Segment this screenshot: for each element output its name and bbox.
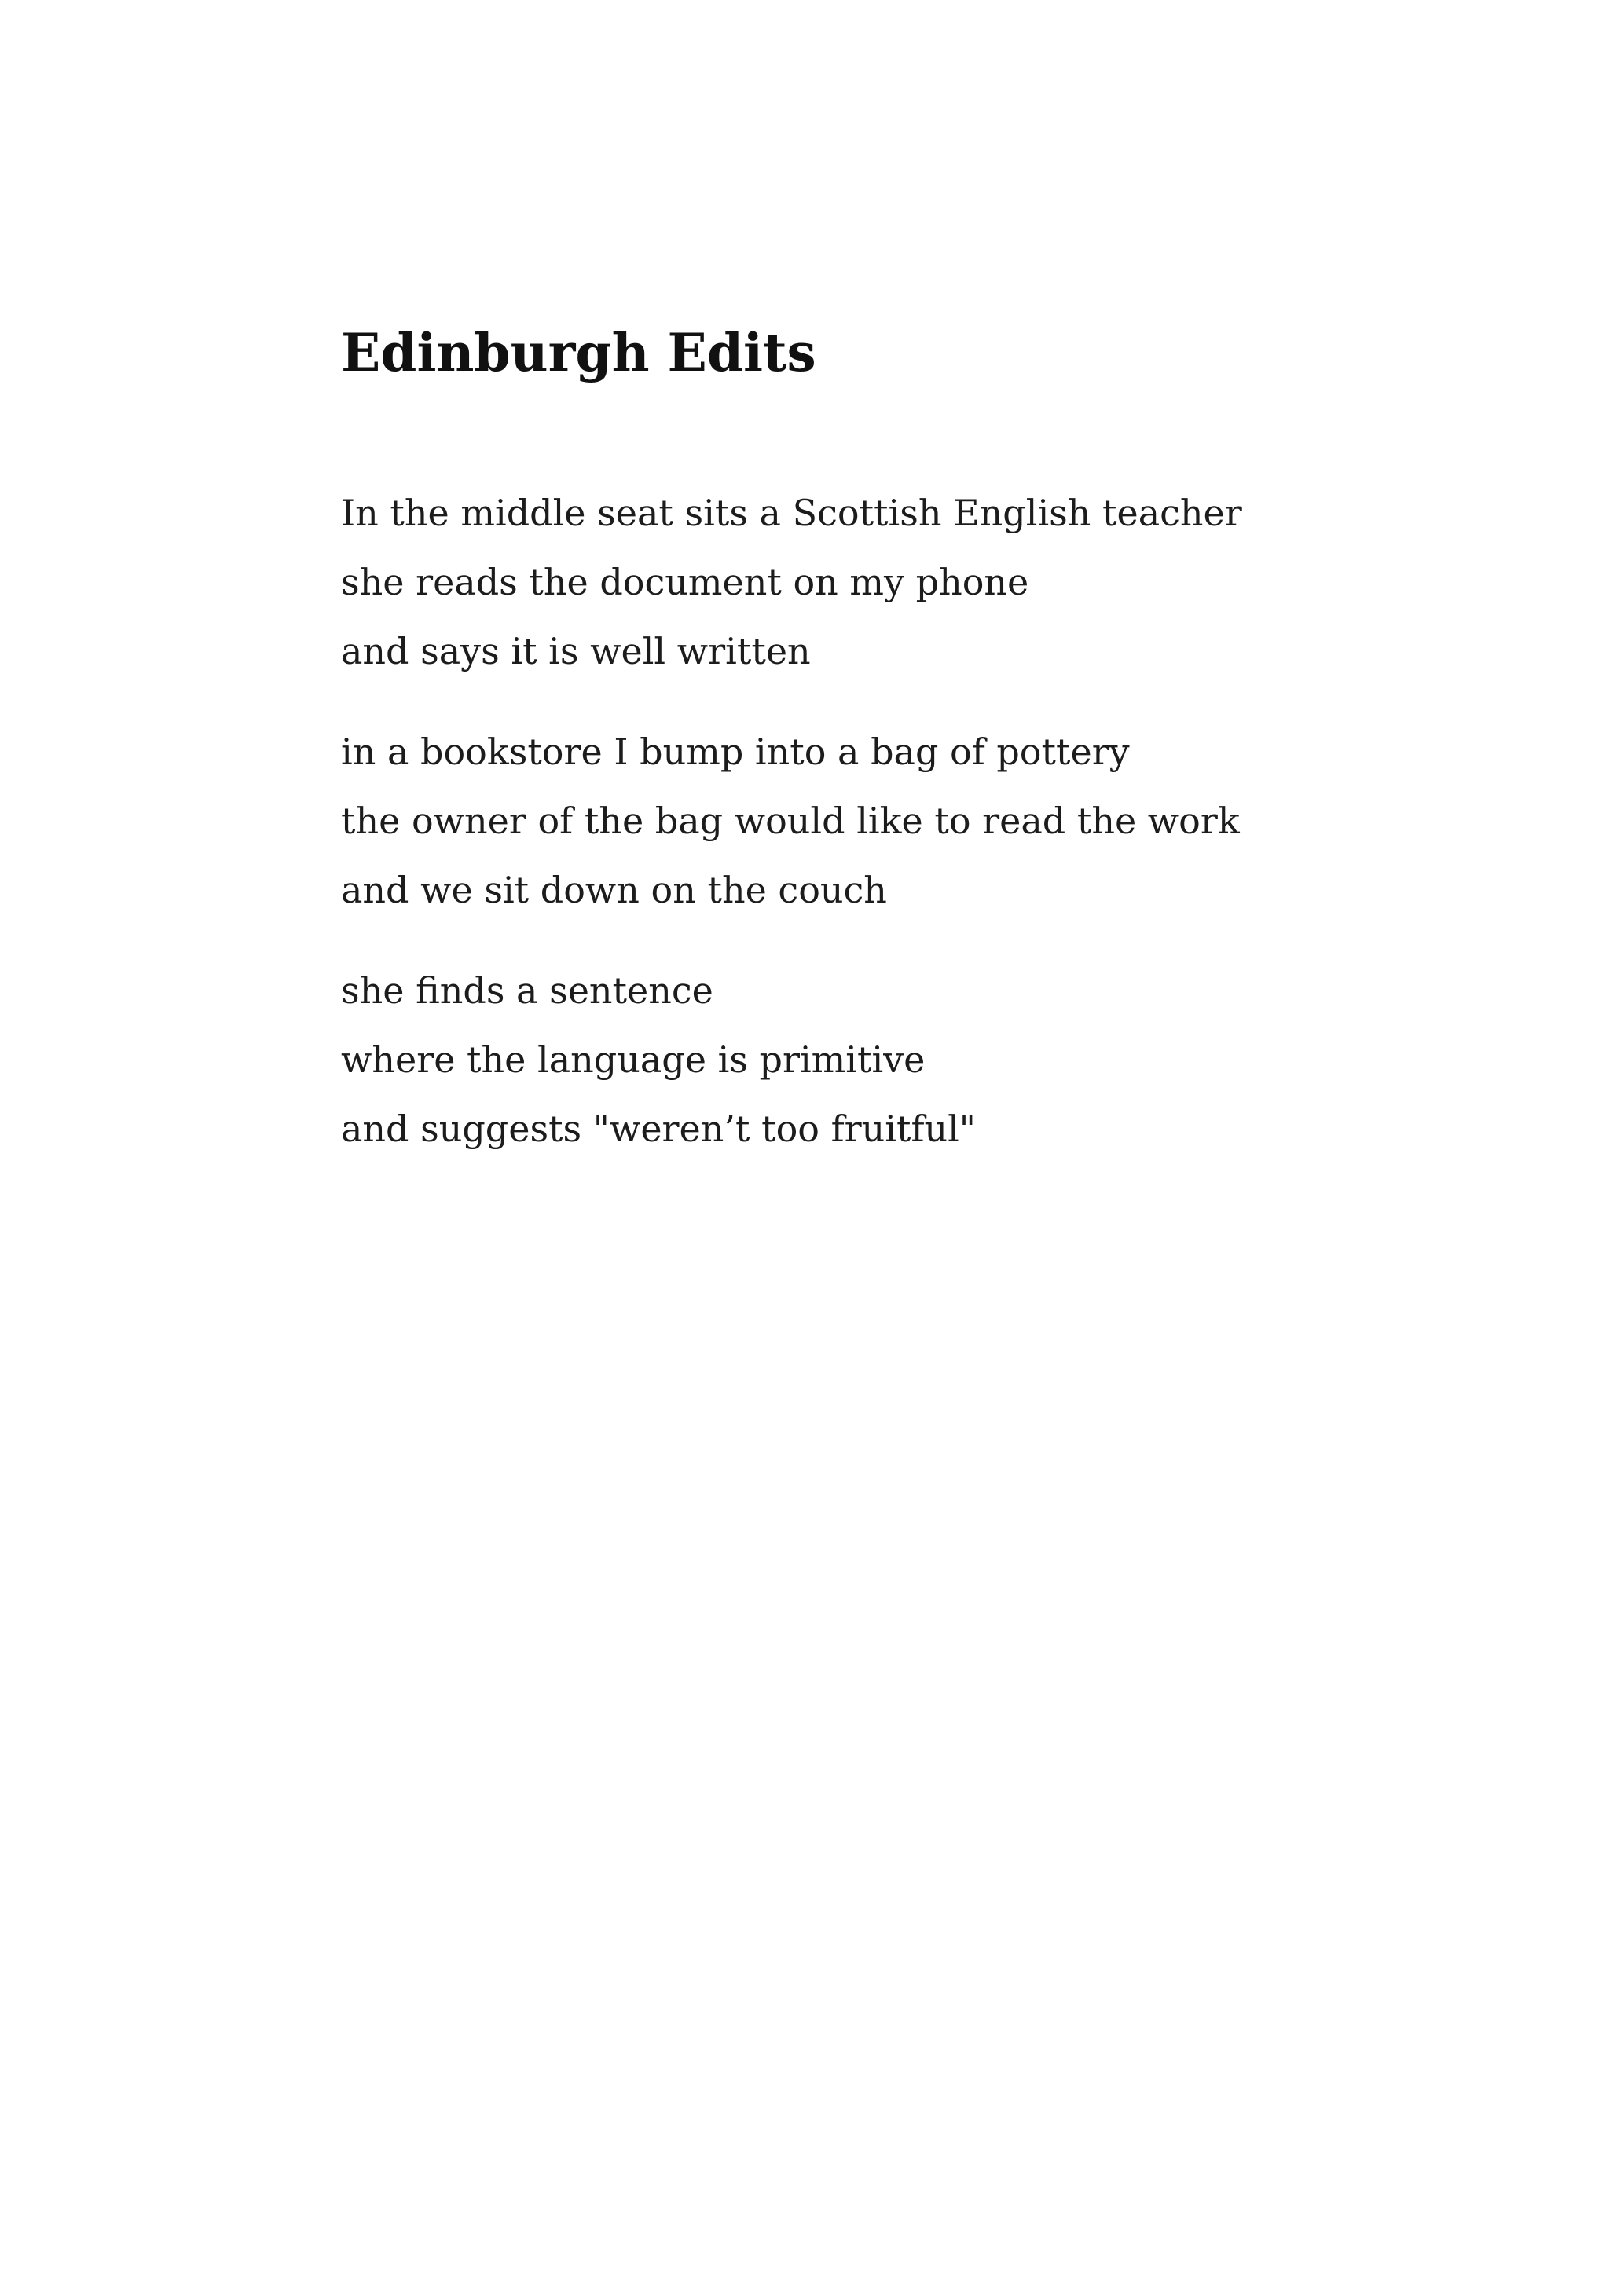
poem-line: she reads the document on my phone [341, 561, 1029, 603]
poem-line: and we sit down on the couch [341, 869, 887, 911]
poem-line: and suggests "weren’t too fruitful" [341, 1108, 976, 1150]
stanza-3 [341, 956, 976, 1163]
poem-line: where the language is primitive [341, 1038, 926, 1081]
poem-line: and says it is well written [341, 630, 811, 672]
poem-title: Edinburgh Edits [341, 322, 816, 383]
stanza-2 [341, 717, 1240, 925]
stanza-1 [341, 478, 1242, 686]
poem-line: she finds a sentence [341, 969, 713, 1012]
poem-line: In the middle seat sits a Scottish English teacher [341, 492, 1242, 534]
poem-line: the owner of the bag would like to read the work [341, 800, 1240, 842]
poem-line: in a bookstore I bump into a bag of pottery [341, 731, 1130, 773]
